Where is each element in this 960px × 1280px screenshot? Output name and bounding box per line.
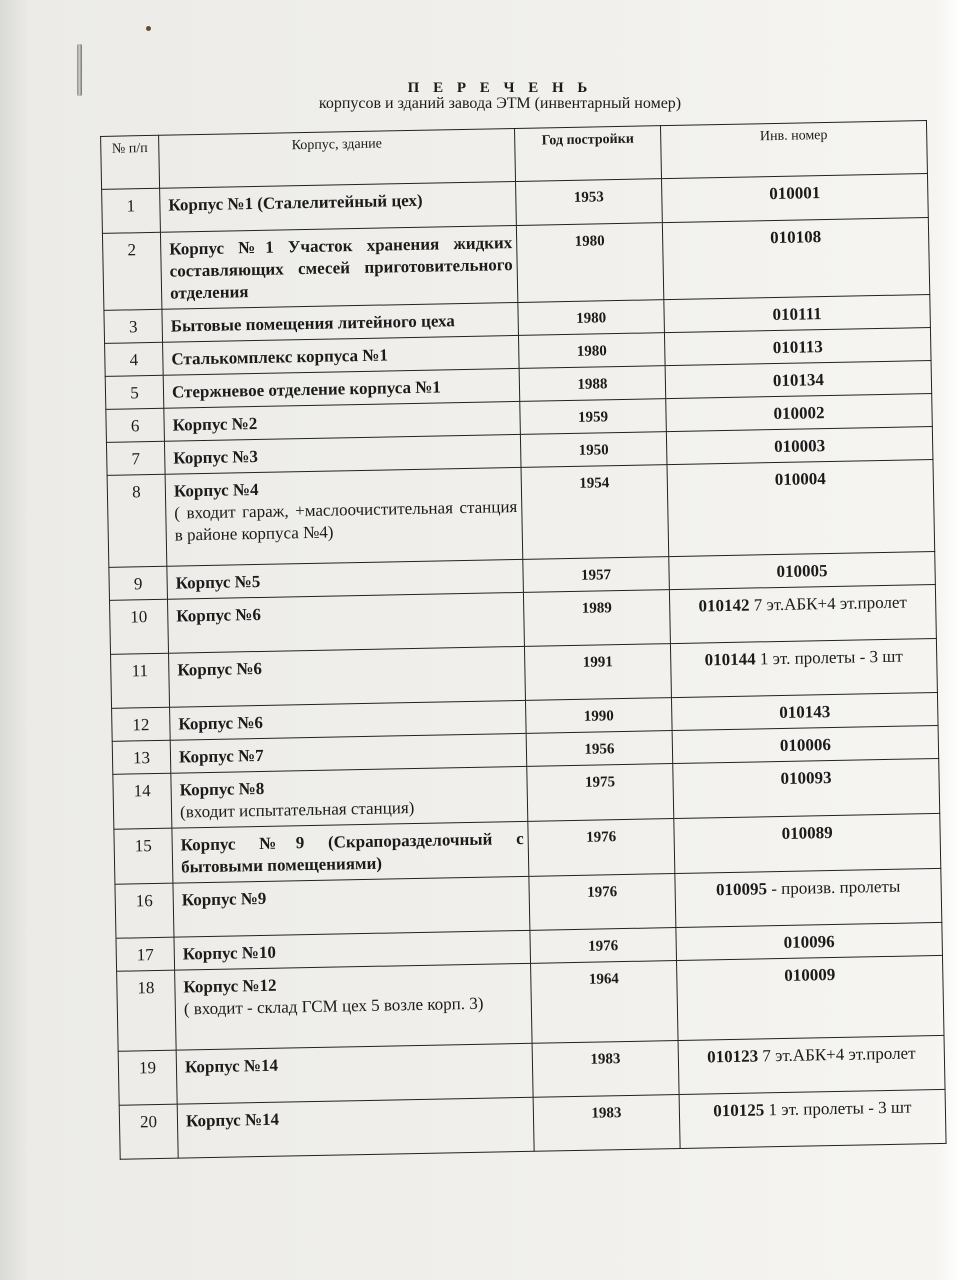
row-inventory-number: 010144 bbox=[704, 649, 756, 670]
row-year: 1976 bbox=[530, 928, 677, 964]
row-inventory-number: 010006 bbox=[779, 735, 832, 755]
row-number: 12 bbox=[112, 707, 171, 741]
row-inventory-number: 010095 bbox=[715, 879, 768, 900]
row-inventory-cell bbox=[676, 922, 943, 960]
row-building-name: Корпус №8 bbox=[179, 778, 265, 800]
row-number: 14 bbox=[113, 773, 172, 829]
row-number: 20 bbox=[119, 1104, 178, 1159]
row-building-name: Корпус №6 bbox=[177, 658, 263, 680]
row-number: 6 bbox=[106, 408, 165, 442]
row-number: 10 bbox=[109, 599, 168, 654]
row-building-name-cell bbox=[172, 821, 529, 883]
row-inventory-number: 010113 bbox=[772, 337, 823, 358]
row-inventory-number: 010111 bbox=[772, 304, 822, 325]
row-building-name-cell bbox=[160, 225, 517, 309]
header-name: Корпус, здание bbox=[159, 128, 516, 188]
row-building-note: ( входит - склад ГСМ цех 5 возле корп. 3) bbox=[183, 993, 484, 1019]
row-number: 15 bbox=[114, 828, 173, 884]
row-building-name: Корпус №14 bbox=[185, 1109, 280, 1131]
row-inventory-cell bbox=[672, 725, 939, 763]
table-body bbox=[102, 174, 946, 1160]
row-year: 1989 bbox=[523, 590, 670, 647]
row-building-name: Корпус №12 bbox=[183, 975, 277, 997]
row-year: 1975 bbox=[527, 764, 674, 822]
row-building-name: Корпус №1 Участок хранения жидких составляющих смесей приготовительного отделения bbox=[169, 233, 513, 303]
row-number: 17 bbox=[116, 937, 175, 971]
row-inventory-note: 7 эт.АБК+4 эт.пролет bbox=[762, 1043, 916, 1066]
row-building-name: Корпус №4 bbox=[173, 479, 259, 501]
row-building-name-cell bbox=[177, 1097, 534, 1158]
row-inventory-cell bbox=[669, 551, 936, 589]
row-year: 1983 bbox=[533, 1094, 680, 1151]
row-number: 9 bbox=[109, 566, 168, 600]
row-year: 1953 bbox=[516, 179, 663, 226]
row-building-name: Корпус №9 (Скрапоразделочный с бытовыми помещениями) bbox=[180, 828, 524, 877]
row-year: 1980 bbox=[518, 333, 665, 369]
row-building-name-cell bbox=[167, 592, 524, 653]
row-building-name: Корпус №10 bbox=[182, 942, 277, 964]
row-inventory-cell bbox=[673, 758, 940, 818]
row-building-name: Корпус №6 bbox=[176, 604, 262, 626]
row-year: 1956 bbox=[526, 731, 673, 767]
row-inventory-note: 7 эт.АБК+4 эт.пролет bbox=[753, 592, 908, 615]
row-inventory-number: 010125 bbox=[713, 1100, 765, 1121]
row-building-name: Корпус №9 bbox=[181, 888, 267, 910]
row-building-name: Корпус №5 bbox=[175, 571, 261, 593]
row-building-name: Бытовые помещения литейного цеха bbox=[170, 311, 456, 336]
row-inventory-number: 010005 bbox=[776, 561, 828, 582]
row-inventory-cell bbox=[679, 1089, 946, 1148]
row-inventory-number: 010134 bbox=[772, 370, 825, 391]
row-inventory-number: 010142 bbox=[698, 595, 750, 616]
row-year: 1976 bbox=[528, 819, 675, 877]
row-number: 1 bbox=[102, 188, 161, 233]
row-inventory-note: 1 эт. пролеты - 3 шт bbox=[768, 1097, 912, 1120]
row-inventory-number: 010009 bbox=[784, 964, 836, 985]
row-building-name: Корпус №14 bbox=[184, 1055, 279, 1077]
row-inventory-number: 010143 bbox=[779, 702, 831, 723]
row-number: 4 bbox=[105, 342, 164, 376]
row-number: 2 bbox=[102, 232, 161, 310]
row-year: 1950 bbox=[520, 432, 667, 468]
row-inventory-number: 010003 bbox=[773, 436, 826, 457]
row-number: 3 bbox=[104, 309, 163, 343]
row-building-name: Корпус №7 bbox=[178, 745, 264, 767]
row-building-name-cell bbox=[176, 1043, 533, 1104]
row-inventory-number: 010096 bbox=[783, 931, 835, 952]
row-year: 1980 bbox=[516, 223, 663, 303]
row-year: 1983 bbox=[532, 1041, 679, 1098]
row-number: 7 bbox=[106, 441, 165, 475]
row-building-name: Стержневое отделение корпуса №1 bbox=[171, 377, 441, 402]
row-year: 1957 bbox=[523, 557, 670, 593]
row-year: 1964 bbox=[531, 961, 679, 1044]
row-year: 1980 bbox=[518, 300, 665, 336]
row-inventory-cell bbox=[662, 174, 929, 223]
row-building-note: ( входит гараж, +маслоочистительная станция в районе корпуса №4) bbox=[174, 496, 518, 545]
row-year: 1988 bbox=[519, 366, 666, 402]
row-building-name: Сталькомплекс корпуса №1 bbox=[171, 345, 389, 369]
row-year: 1991 bbox=[524, 644, 671, 701]
row-inventory-cell bbox=[664, 328, 931, 366]
header-year: Год постройки bbox=[515, 126, 662, 182]
row-number: 8 bbox=[107, 474, 167, 567]
row-inventory-cell bbox=[669, 584, 936, 643]
row-year: 1990 bbox=[525, 698, 672, 734]
row-building-name: Корпус №6 bbox=[178, 712, 264, 734]
row-number: 11 bbox=[111, 653, 170, 708]
row-building-name: Корпус №1 (Сталелитейный цех) bbox=[168, 190, 423, 215]
row-building-name-cell bbox=[165, 467, 523, 566]
row-building-name: Корпус №3 bbox=[173, 446, 259, 468]
document-subtitle: корпусов и зданий завода ЭТМ (инвентарный номер) bbox=[318, 95, 682, 112]
row-inventory-number: 010089 bbox=[781, 823, 833, 843]
row-inventory-number: 010002 bbox=[773, 403, 825, 424]
row-year: 1976 bbox=[529, 874, 676, 931]
row-inventory-cell bbox=[678, 1035, 945, 1094]
row-inventory-number: 010001 bbox=[769, 183, 821, 204]
row-inventory-cell bbox=[670, 638, 937, 697]
row-building-name: Корпус №2 bbox=[172, 413, 258, 435]
row-inventory-number: 010004 bbox=[774, 469, 826, 490]
row-year: 1959 bbox=[520, 399, 667, 435]
row-inventory-cell bbox=[675, 868, 942, 927]
row-inventory-note: - произв. пролеты bbox=[771, 876, 901, 899]
row-inventory-cell bbox=[674, 813, 941, 873]
row-building-name-cell bbox=[173, 876, 530, 937]
row-inventory-number: 010093 bbox=[780, 768, 832, 788]
row-inventory-cell bbox=[664, 295, 931, 333]
ink-dot bbox=[146, 26, 151, 31]
header-num: № п/п bbox=[101, 135, 160, 189]
row-inventory-number: 010108 bbox=[769, 227, 822, 248]
row-building-name-cell bbox=[169, 646, 526, 707]
table-row bbox=[107, 460, 935, 568]
row-inventory-cell bbox=[667, 460, 935, 557]
row-inventory-cell bbox=[662, 218, 929, 300]
buildings-table bbox=[100, 120, 947, 1160]
row-building-name-cell bbox=[160, 181, 517, 232]
row-number: 18 bbox=[117, 970, 177, 1051]
document-title: П Е Р Е Ч Е Н Ь bbox=[407, 80, 593, 96]
row-number: 5 bbox=[105, 375, 164, 409]
row-inventory-cell bbox=[666, 394, 933, 432]
row-building-name-cell bbox=[171, 766, 528, 828]
row-number: 16 bbox=[115, 883, 174, 938]
row-building-note: (входит испытательная станция) bbox=[179, 798, 415, 822]
row-inventory-cell bbox=[671, 692, 938, 730]
row-number: 13 bbox=[112, 740, 171, 774]
row-inventory-cell bbox=[665, 361, 932, 399]
row-year: 1954 bbox=[521, 465, 669, 560]
row-inventory-note: 1 эт. пролеты - 3 шт bbox=[759, 646, 903, 669]
row-inventory-cell bbox=[666, 427, 933, 465]
row-building-name-cell bbox=[175, 963, 532, 1050]
header-inv: Инв. номер bbox=[660, 121, 927, 179]
row-inventory-number: 010123 bbox=[706, 1046, 759, 1067]
row-inventory-cell bbox=[677, 955, 944, 1040]
row-number: 19 bbox=[118, 1050, 177, 1105]
